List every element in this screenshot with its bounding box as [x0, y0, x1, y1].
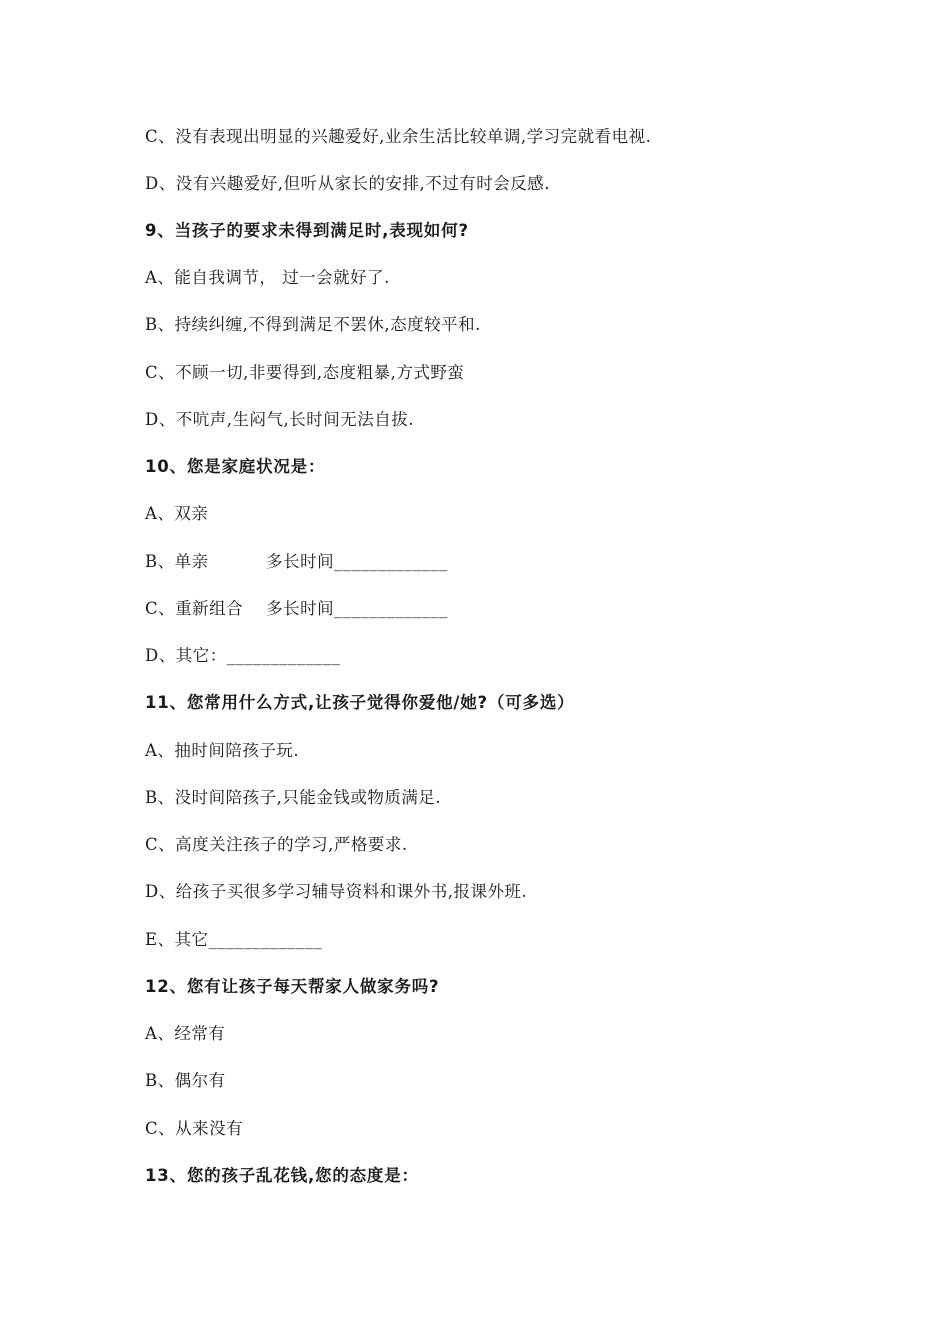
- question-9: 9、当孩子的要求未得到满足时,表现如何?: [145, 221, 469, 240]
- option-11e: E、其它_____________: [145, 930, 323, 949]
- option-8d: D、没有兴趣爱好,但听从家长的安排,不过有时会反感.: [145, 174, 550, 193]
- question-11: 11、您常用什么方式,让孩子觉得你爱他/她?（可多选）: [145, 693, 575, 712]
- question-13: 13、您的孩子乱花钱,您的态度是：: [145, 1166, 419, 1185]
- question-10: 10、您是家庭状况是：: [145, 457, 326, 476]
- option-9c: C、不顾一切,非要得到,态度粗暴,方式野蛮: [145, 363, 465, 382]
- question-12: 12、您有让孩子每天帮家人做家务吗?: [145, 977, 440, 996]
- option-12a: A、经常有: [145, 1024, 226, 1043]
- option-10b: B、单亲 多长时间_____________: [145, 552, 448, 571]
- option-11a: A、抽时间陪孩子玩.: [145, 741, 300, 760]
- option-10c: C、重新组合 多长时间_____________: [145, 599, 448, 618]
- option-12b: B、偶尔有: [145, 1071, 226, 1090]
- option-10a: A、双亲: [145, 504, 209, 523]
- option-9d: D、不吭声,生闷气,长时间无法自拔.: [145, 410, 414, 429]
- option-12c: C、从来没有: [145, 1119, 244, 1138]
- option-10d: D、其它：_____________: [145, 646, 341, 665]
- option-9a: A、能自我调节， 过一会就好了.: [145, 268, 390, 287]
- option-11d: D、给孩子买很多学习辅导资料和课外书,报课外班.: [145, 882, 528, 901]
- option-8c: C、没有表现出明显的兴趣爱好,业余生活比较单调,学习完就看电视.: [145, 127, 652, 146]
- option-9b: B、持续纠缠,不得到满足不罢休,态度较平和.: [145, 315, 481, 334]
- option-11b: B、没时间陪孩子,只能金钱或物质满足.: [145, 788, 442, 807]
- option-11c: C、高度关注孩子的学习,严格要求.: [145, 835, 408, 854]
